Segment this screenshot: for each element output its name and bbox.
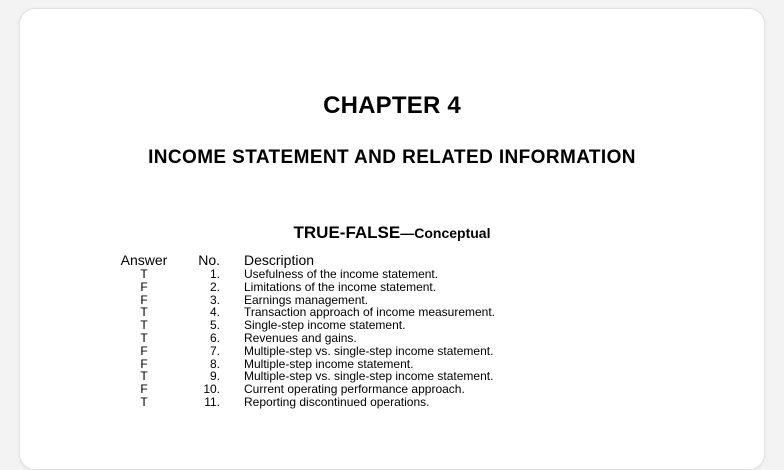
row-number: 2. — [209, 279, 220, 294]
row-answer: T — [140, 305, 148, 320]
chapter-subtitle: INCOME STATEMENT AND RELATED INFORMATION — [148, 147, 636, 168]
table-row — [20, 319, 764, 332]
row-number: 1. — [209, 267, 220, 281]
row-answer: F — [140, 279, 148, 294]
table-row — [20, 268, 764, 281]
row-description: Multiple-step income statement. — [244, 356, 414, 371]
table-row — [20, 396, 764, 409]
row-description: Current operating performance approach. — [244, 382, 465, 397]
row-answer: T — [140, 267, 148, 281]
answer-table — [20, 252, 764, 409]
row-description: Transaction approach of income measurement. — [244, 305, 496, 320]
row-description: Earnings management. — [244, 292, 369, 307]
table-row — [20, 345, 764, 358]
row-number: 3. — [209, 292, 220, 307]
row-number: 9. — [209, 369, 220, 384]
row-answer: F — [140, 382, 148, 397]
header-answer: Answer — [120, 252, 168, 268]
row-description: Single-step income statement. — [244, 318, 406, 333]
row-answer: T — [140, 369, 148, 384]
row-description: Usefulness of the income statement. — [244, 267, 439, 281]
row-answer: F — [140, 356, 148, 371]
table-header — [20, 252, 764, 268]
row-description: Limitations of the income statement. — [244, 279, 437, 294]
header-no: No. — [198, 252, 220, 268]
row-description: Revenues and gains. — [244, 330, 357, 345]
row-number: 7. — [209, 343, 220, 358]
table-row — [20, 281, 764, 294]
table-row — [20, 332, 764, 345]
row-number: 5. — [209, 318, 220, 333]
row-description: Reporting discontinued operations. — [244, 394, 430, 409]
section-heading-main: TRUE-FALSE — [293, 223, 401, 242]
row-answer: T — [140, 394, 148, 409]
row-number: 11. — [204, 394, 220, 409]
row-description: Multiple-step vs. single-step income statement. — [244, 343, 494, 358]
row-answer: F — [140, 343, 148, 358]
row-number: 4. — [209, 305, 220, 320]
row-description: Multiple-step vs. single-step income statement. — [244, 369, 494, 384]
row-number: 6. — [209, 330, 220, 345]
row-answer: T — [140, 318, 148, 333]
chapter-title: CHAPTER 4 — [323, 92, 461, 119]
row-answer: T — [140, 330, 148, 345]
section-heading-suffix: —Conceptual — [400, 225, 491, 241]
document-page — [19, 8, 765, 470]
row-number: 8. — [209, 356, 220, 371]
row-number: 10. — [203, 382, 220, 397]
row-answer: F — [140, 292, 148, 307]
header-description: Description — [244, 252, 315, 268]
section-heading — [20, 223, 764, 243]
